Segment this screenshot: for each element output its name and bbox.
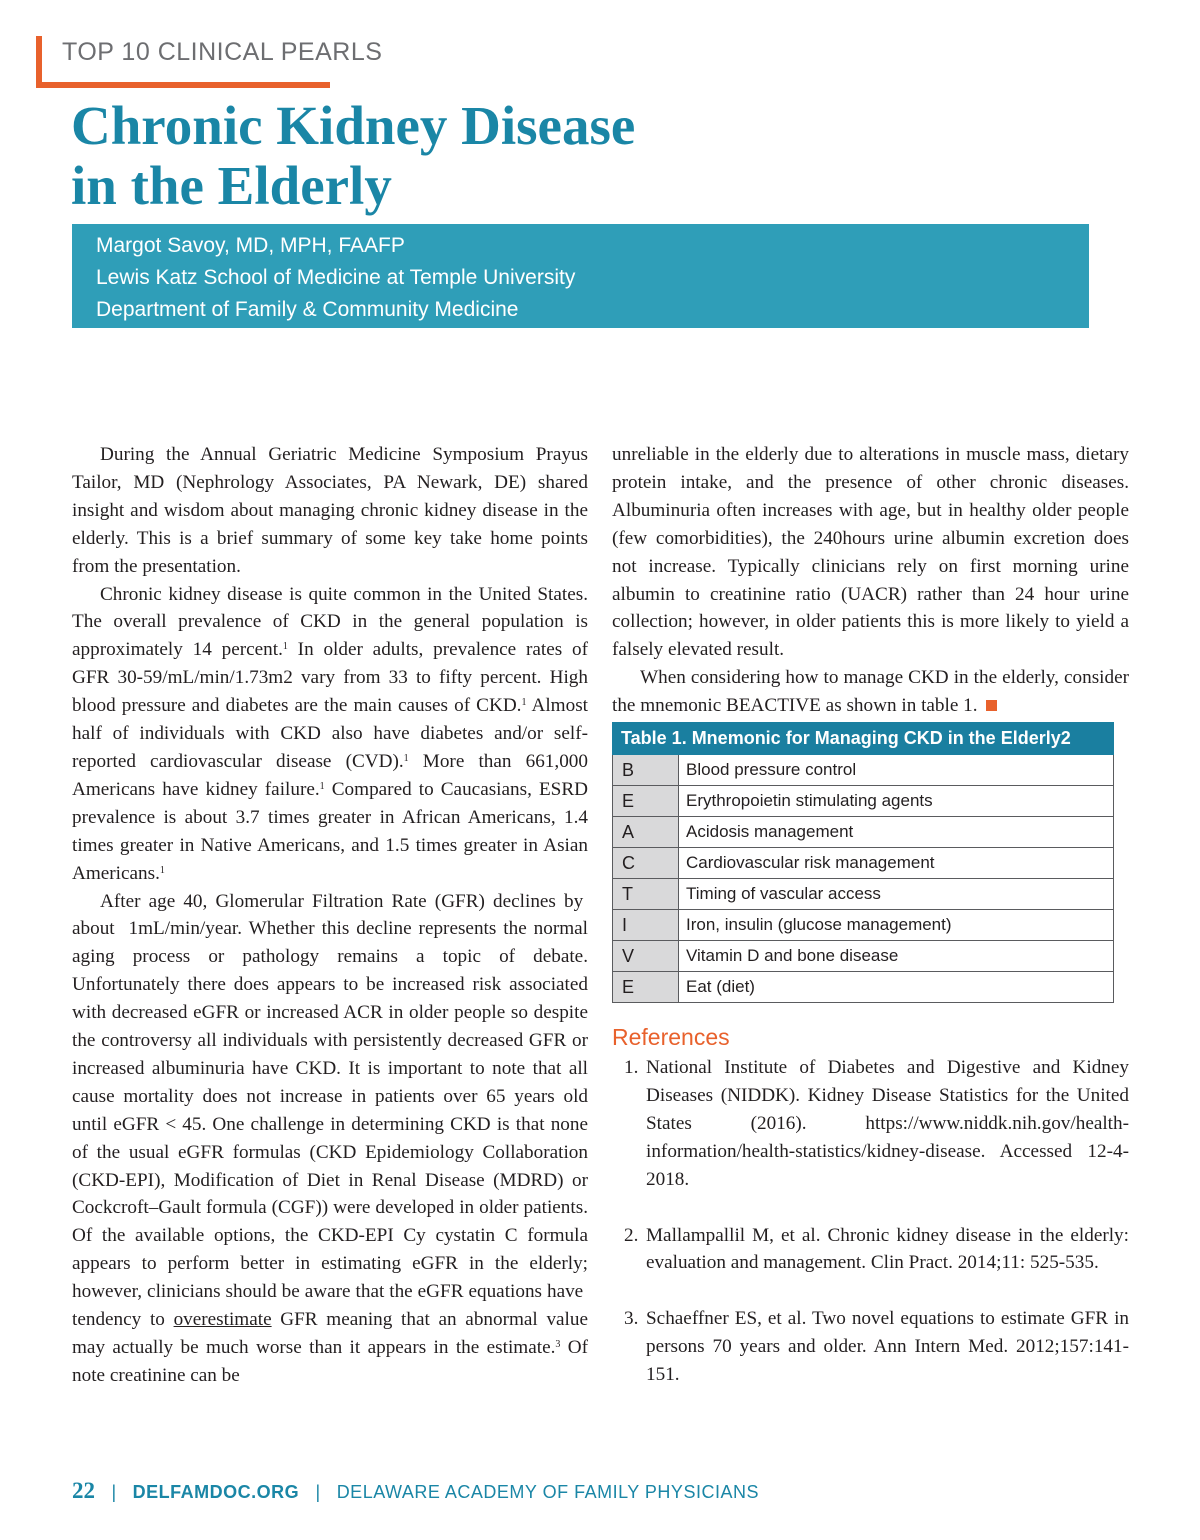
table-meaning: Blood pressure control <box>679 755 1114 786</box>
table-letter: C <box>613 848 679 879</box>
author-school: Lewis Katz School of Medicine at Temple University <box>96 266 576 289</box>
table-letter: B <box>613 755 679 786</box>
kicker-accent-bar-vertical <box>36 36 42 88</box>
end-of-article-square-icon <box>986 700 997 711</box>
footer-site-link[interactable]: DELFAMDOC.ORG <box>132 1482 300 1502</box>
table-row <box>613 972 1114 1003</box>
underlined-overestimate: overestimate <box>173 1309 272 1331</box>
article-paragraph-3-start: After age 40, Glomerular Filtration Rate (GFR) declines by about 1mL/min/year. Whether this decline represents the normal aging process or pathology remains a topic of debate. Unfortunately there does appears to be increased risk associated with decreased eGFR or increased ACR in older people so despite the controversy all individuals with persistently decreased GFR or increased albuminuria have CKD. It is important to note that all cause mortality does not increase in patients over 65 years old until eGFR < 45. One challenge in determining CKD is that none of the usual eGFR formulas (CKD Epidemiology Collaboration (CKD-EPI), Modification of Diet in Renal Disease (MDRD) or Cockcroft–Gault formula (CGF)) were developed in older patients. Of the available options, the CKD-EPI Cy cystatin C formula appears to perform better in estimating eGFR in the elderly; however, clinicians should be aware that the eGFR equations have tendency to overestimate GFR meaning that an abnormal value may actually be much worse than it appears in the estimate.$^3$ Of note creatinine can be <box>72 890 589 1386</box>
article-title <box>71 96 635 216</box>
page-footer <box>72 1478 759 1504</box>
reference-text: Mallampallil M, et al. Chronic kidney disease in the elderly: evaluation and management. Clin Pract. 2014;11: 525-535. <box>646 1224 1129 1274</box>
article-column-right <box>612 441 1129 720</box>
article-title-line-1: Chronic Kidney Disease <box>71 95 636 156</box>
page-number: 22 <box>72 1478 95 1503</box>
table-row <box>613 848 1114 879</box>
mnemonic-table <box>612 722 1114 1003</box>
table-meaning: Timing of vascular access <box>679 879 1114 910</box>
table-letter: E <box>613 972 679 1003</box>
footer-separator: | <box>315 1482 321 1502</box>
article-paragraph-2: Chronic kidney disease is quite common in the United States. The overall prevalence of CKD in the general population is approximately 14 percent.$^1$ In older adults, prevalence rates of GFR 30-59/mL/min/1.73m2 vary from 33 to fifty percent. High blood pressure and diabetes are the main causes of CKD.$^1$ Almost half of individuals with CKD also have diabetes and/or self-reported cardiovascular disease (CVD).$^1$ More than 661,000 Americans have kidney failure.$^1$ Compared to Caucasians, ESRD prevalence is about 3.7 times greater in African Americans, 1.4 times greater in Native Americans, and 1.5 times greater in Asian Americans.$^1$ <box>72 583 589 884</box>
reference-text: National Institute of Diabetes and Digestive and Kidney Diseases (NIDDK). Kidney Disease Statistics for the United States (2016). https://www.niddk.nih.gov/health-information/health-statistics/kidney-disease. Accessed 12-4-2018. <box>646 1057 1129 1190</box>
table-letter: T <box>613 879 679 910</box>
reference-number: 1. <box>624 1057 639 1078</box>
footer-organization: DELAWARE ACADEMY OF FAMILY PHYSICIANS <box>336 1482 759 1502</box>
author-name: Margot Savoy, MD, MPH, FAAFP <box>96 234 405 257</box>
table-meaning: Cardiovascular risk management <box>679 848 1114 879</box>
table-meaning: Iron, insulin (glucose management) <box>679 910 1114 941</box>
table-row <box>613 786 1114 817</box>
article-column-left <box>72 441 588 1390</box>
article-paragraph-3-continued: unreliable in the elderly due to alterations in muscle mass, dietary protein intake, and the presence of other chronic diseases. Albuminuria often increases with age, but in healthy older people (few comorbidities), the 240hours urine albumin excretion does not increase. Typically clinicians rely on first morning urine albumin to creatinine ratio (UACR) rather than 24 hour urine collection; however, in older patients this is more likely to yield a falsely elevated result. <box>612 444 1129 661</box>
table-row <box>613 910 1114 941</box>
kicker-accent-bar-horizontal <box>36 82 330 88</box>
reference-text: Schaeffner ES, et al. Two novel equations to estimate GFR in persons 70 years and older. Ann Intern Med. 2012;157:141-151. <box>646 1308 1129 1386</box>
reference-item <box>612 1054 1129 1194</box>
table-row <box>613 817 1114 848</box>
table-caption: Table 1. Mnemonic for Managing CKD in the Elderly2 <box>613 723 1114 755</box>
article-title-line-2: in the Elderly <box>71 155 392 216</box>
table-row <box>613 941 1114 972</box>
references-heading: References <box>612 1024 730 1050</box>
reference-number: 3. <box>624 1308 639 1330</box>
references-list <box>612 1054 1129 1417</box>
article-paragraph-4: When considering how to manage CKD in the elderly, consider the mnemonic BEACTIVE as shown in table 1. <box>612 667 1129 717</box>
reference-number: 2. <box>624 1224 639 1246</box>
table-row <box>613 879 1114 910</box>
table-meaning: Acidosis management <box>679 817 1114 848</box>
reference-item <box>612 1305 1129 1389</box>
table-letter: A <box>613 817 679 848</box>
table-meaning: Vitamin D and bone disease <box>679 941 1114 972</box>
table-letter: V <box>613 941 679 972</box>
author-department: Department of Family & Community Medicine <box>96 298 519 321</box>
table-meaning: Eat (diet) <box>679 972 1114 1003</box>
table-meaning: Erythropoietin stimulating agents <box>679 786 1114 817</box>
footer-separator: | <box>111 1482 117 1502</box>
article-paragraph-1: During the Annual Geriatric Medicine Symposium Prayus Tailor, MD (Nephrology Associates, PA Newark, DE) shared insight and wisdom about managing chronic kidney disease in the elderly. This is a brief summary of some key take home points from the presentation. <box>72 444 588 577</box>
table-letter: I <box>613 910 679 941</box>
table-letter: E <box>613 786 679 817</box>
table-row <box>613 755 1114 786</box>
section-kicker: TOP 10 CLINICAL PEARLS <box>62 38 383 66</box>
author-box <box>72 224 1089 328</box>
reference-item <box>612 1222 1129 1278</box>
